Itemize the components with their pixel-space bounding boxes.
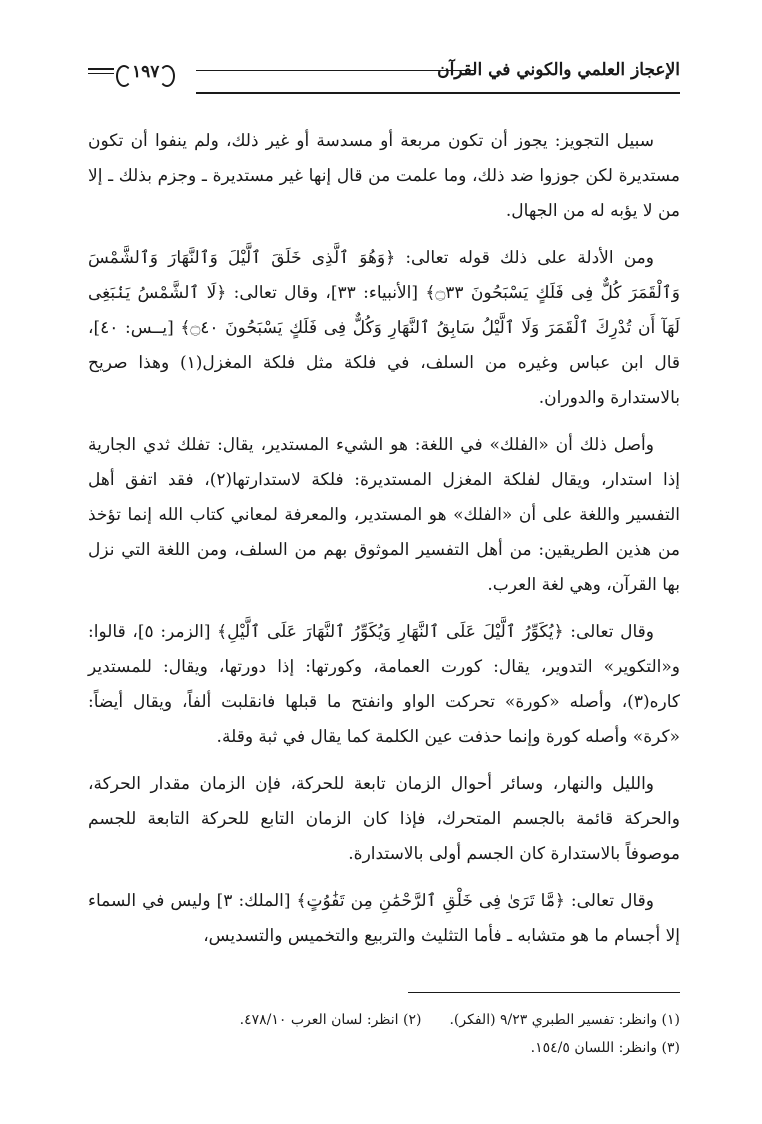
header-rule-left [88, 68, 114, 74]
footnote-line [88, 1006, 680, 1034]
paragraph: والليل والنهار، وسائر أحوال الزمان تابعة للحركة، فإن الزمان مقدار الحركة، والحركة قائمة بالجسم المتحرك، فإذا كان الزمان التابع للحركة التابعة للجسم موصوفاً بالاستدارة كان الجسم أولى بالاستدارة. [88, 774, 680, 864]
header-rule-middle [196, 70, 475, 71]
running-title: الإعجاز العلمي والكوني في القرآن [437, 60, 680, 80]
footnote-1: (١) وانظر: تفسير الطبري ٩/٢٣ (الفكر). [449, 1012, 680, 1028]
page-header [88, 58, 680, 98]
paragraph: سبيل التجويز: يجوز أن تكون مربعة أو مسدسة أو غير ذلك، ولم ينفوا أن تكون مستديرة لكن جوزوا ضد ذلك، وما علمت من قال إنها غير مستديرة ـ وجزم بذلك ـ إلا من لا يؤبه له من الجهال. [88, 131, 680, 221]
footnote-2: (٢) انظر: لسان العرب ٤٧٨/١٠. [239, 1012, 422, 1028]
paragraph: وأصل ذلك أن «الفلك» في اللغة: هو الشيء المستدير، يقال: تفلك ثدي الجارية إذا استدار، ويقال لفلكة المغزل المستديرة: فلكة لاستدارتها(٢)، فقد اتفق أهل التفسير واللغة على أن «الفلك» هو المستدير، والمعرفة لمعاني كتاب الله إنما تؤخذ من هذين الطريقين: من أهل التفسير الموثوق بهم من السلف، ومن اللغة التي نزل بها القرآن، وهي لغة العرب. [88, 435, 680, 595]
header-underline [196, 92, 680, 94]
paragraph: ومن الأدلة على ذلك قوله تعالى: ﴿وَهُوَ ٱلَّذِى خَلَقَ ٱلَّيْلَ وَٱلنَّهَارَ وَٱلشَّمْسَ وَٱلْقَمَرَ كُلٌّ فِى فَلَكٍ يَسْبَحُونَ ۝٣٣﴾ [الأنبياء: ٣٣]، وقال تعالى: ﴿لَا ٱلشَّمْسُ يَنۢبَغِى لَهَآ أَن تُدْرِكَ ٱلْقَمَرَ وَلَا ٱلَّيْلُ سَابِقُ ٱلنَّهَارِ وَكُلٌّ فِى فَلَكٍ يَسْبَحُونَ ۝٤٠﴾ [يــس: ٤٠]، قال ابن عباس وغيره من السلف، في فلكة مثل فلكة المغزل(١) وهذا صريح بالاستدارة والدوران. [88, 248, 681, 408]
footnote-line [88, 1034, 680, 1062]
page-number: ١٩٧ [122, 62, 169, 82]
footnote-separator [408, 992, 680, 993]
footnotes [88, 1006, 680, 1062]
paragraph: وقال تعالى: ﴿يُكَوِّرُ ٱلَّيْلَ عَلَى ٱلنَّهَارِ وَيُكَوِّرُ ٱلنَّهَارَ عَلَى ٱلَّيْلِ﴾ [الزمر: ٥]، قالوا: و«التكوير» التدوير، يقال: كورت العمامة، وكورتها: إذا دورتها، ويقال: للمستدير كاره(٣)، وأصله «كورة» تحركت الواو وانفتح ما قبلها فانقلبت ألفاً، ويقال أيضاً: «كرة» وأصله كورة وإنما حذفت عين الكلمة كما يقال في ثبة وقلة. [88, 622, 680, 747]
main-text [88, 124, 680, 966]
paragraph: وقال تعالى: ﴿مَّا تَرَىٰ فِى خَلْقِ ٱلرَّحْمَٰنِ مِن تَفَٰوُتٍ﴾ [الملك: ٣] وليس في السماء إلا أجسام ما هو متشابه ـ فأما التثليث والتربيع والتخميس والتسديس، [88, 891, 680, 946]
footnote-3: (٣) وانظر: اللسان ١٥٤/٥. [530, 1040, 680, 1056]
